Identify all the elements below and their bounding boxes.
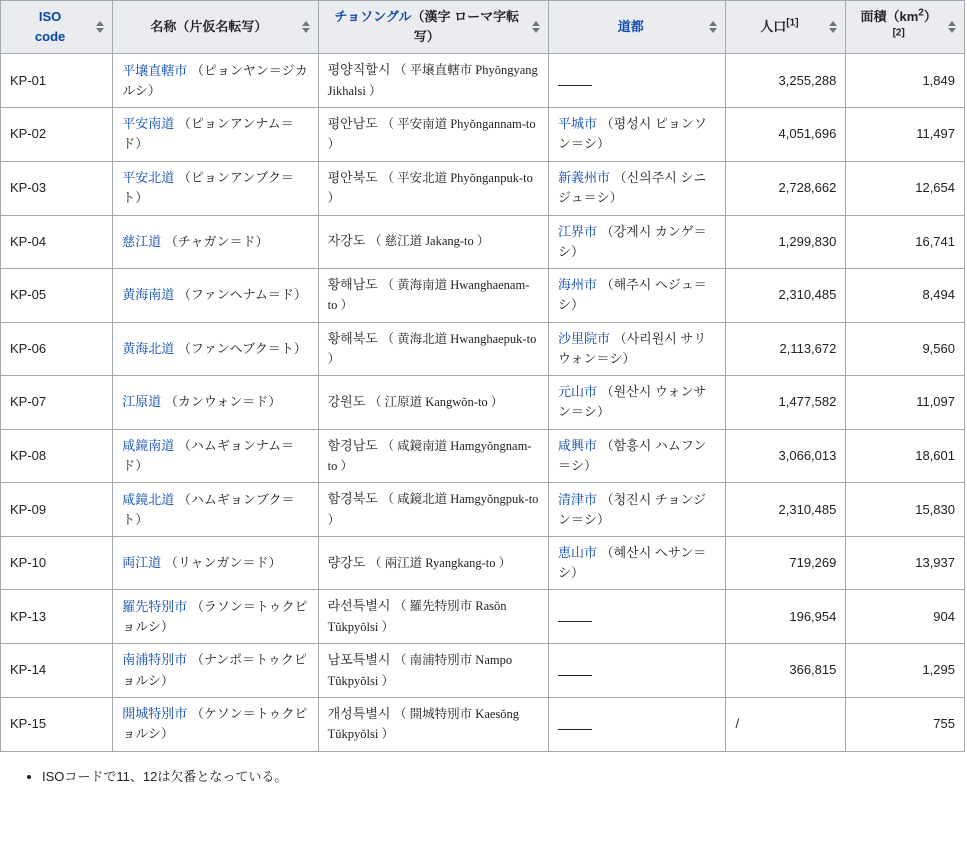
capital-link[interactable]: 元山市 [557,384,597,400]
table-row [1,54,965,108]
name-kana: （ファンヘブク＝ト） [177,340,307,356]
capital-kana: （청진시 チョンジン＝シ） [557,491,707,527]
table-row [1,590,965,644]
capital-link[interactable]: 平城市 [557,116,597,132]
capital-kana: （사리원시 サリウォン＝シ） [557,330,707,366]
name-kana: （ピョンヤン＝ジカルシ） [122,62,308,98]
empty-dash [558,666,592,676]
table-row [1,215,965,268]
cell-hangul [318,54,548,108]
name-kana: （リャンガン＝ド） [164,555,282,571]
capital-link[interactable]: 清津市 [557,491,597,507]
name-kana: （ピョンアンブク＝ト） [122,170,294,206]
header-label-name-line1: 名称 [150,19,177,35]
cell-iso-code: KP-03 [1,161,113,215]
capital-link[interactable]: 新義州市 [557,170,610,186]
hanja-roman-text: （ 慈江道 Jakang-to ） [368,234,490,249]
header-label-population: 人口 [760,19,787,35]
capital-link[interactable]: 沙里院市 [557,330,610,346]
hangul-text: 자강도 [327,233,366,249]
cell-name [113,268,318,322]
cell-hangul [318,268,548,322]
cell-iso-code: KP-14 [1,644,113,698]
cell-hangul [318,322,548,376]
province-link[interactable]: 平壌直轄市 [122,62,188,78]
cell-name [113,590,318,644]
cell-iso-code: KP-09 [1,483,113,537]
sort-icon[interactable] [828,20,839,34]
table-body [1,54,965,751]
cell-iso-code: KP-06 [1,322,113,376]
province-link[interactable]: 平安北道 [122,170,175,186]
cell-population: 4,051,696 [726,108,846,162]
header-label-iso-line1: ISO [38,9,62,24]
hangul-text: 평양직할시 [327,62,391,78]
cell-area: 1,295 [846,644,965,698]
cell-capital [548,215,726,268]
header-area-exponent: 2 [918,7,924,19]
name-kana: （ピョンアンナム＝ド） [122,116,294,152]
cell-area: 18,601 [846,429,965,483]
cell-name [113,483,318,537]
cell-capital [548,322,726,376]
capital-link[interactable]: 恵山市 [557,545,597,561]
sort-icon[interactable] [531,20,542,34]
table-row [1,644,965,698]
hangul-text: 평안북도 [327,169,378,185]
hangul-text: 평안남도 [327,116,378,132]
column-header-hangul[interactable] [318,1,548,54]
cell-capital [548,483,726,537]
province-link[interactable]: 江原道 [122,394,162,410]
cell-population: 2,113,672 [726,322,846,376]
cell-capital [548,268,726,322]
sort-icon[interactable] [301,20,312,34]
cell-hangul [318,483,548,537]
capital-link[interactable]: 海州市 [557,277,597,293]
cell-area: 13,937 [846,537,965,590]
table-row [1,322,965,376]
column-header-area[interactable] [846,1,965,54]
cell-iso-code: KP-08 [1,429,113,483]
cell-population: 2,310,485 [726,268,846,322]
capital-kana: （함흥시 ハムフン＝シ） [557,437,707,473]
column-header-name[interactable] [113,1,318,54]
header-label-hangul-line1: チョソングル [334,9,412,24]
table-row [1,161,965,215]
table-row [1,537,965,590]
header-label-iso-line2: code [34,29,66,45]
hangul-text: 남포특별시 [327,652,391,668]
header-label-capital: 道都 [617,19,644,35]
name-kana: （ナンポ＝トゥクピョルシ） [122,652,307,688]
cell-population: 1,477,582 [726,376,846,429]
footnote-block [22,766,967,785]
capital-kana: （평성시 ピョンソン＝シ） [557,116,707,152]
province-link[interactable]: 羅先特別市 [122,598,188,614]
hanja-roman-text: （ 兩江道 Ryangkang-to ） [368,556,512,571]
cell-population: 3,255,288 [726,54,846,108]
cell-name [113,376,318,429]
cell-area: 1,849 [846,54,965,108]
capital-kana: （원산시 ウォンサン＝シ） [557,384,707,420]
cell-capital [548,537,726,590]
name-kana: （ハムギョンブク＝ト） [122,491,295,527]
hanja-roman-text: （ 咸鏡北道 Hamgyŏngpuk-to ） [327,492,539,527]
cell-hangul [318,108,548,162]
hangul-text: 강원도 [327,394,366,410]
hanja-roman-text: （ 南浦特別市 Nampo Tŭkpyŏlsi ） [327,653,513,688]
capital-link[interactable]: 咸興市 [557,437,597,453]
hanja-roman-text: （ 黄海南道 Hwanghaenam-to ） [327,277,530,313]
cell-iso-code: KP-05 [1,268,113,322]
column-header-capital[interactable] [548,1,726,54]
hangul-text: 라선특별시 [327,598,391,614]
cell-capital [548,108,726,162]
table-row [1,108,965,162]
capital-kana: （강계시 カンゲ＝シ） [557,223,707,259]
table-row [1,483,965,537]
cell-iso-code: KP-02 [1,108,113,162]
cell-hangul [318,161,548,215]
cell-population: 366,815 [726,644,846,698]
cell-area: 904 [846,590,965,644]
name-kana: （ファンヘナム＝ド） [177,287,307,303]
cell-population: 1,299,830 [726,215,846,268]
cell-area: 8,494 [846,268,965,322]
cell-hangul [318,537,548,590]
cell-iso-code: KP-15 [1,697,113,751]
hanja-roman-text: （ 黄海北道 Hwanghaepuk-to ） [327,331,537,366]
cell-name [113,429,318,483]
header-label-area: 面積（km [860,9,919,24]
hanja-roman-text: （ 羅先特別市 Rasŏn Tŭkpyŏlsi ） [327,599,507,634]
empty-dash [558,720,592,730]
cell-iso-code: KP-10 [1,537,113,590]
empty-dash [558,612,592,622]
cell-hangul [318,697,548,751]
cell-population: 2,728,662 [726,161,846,215]
cell-name [113,537,318,590]
province-link[interactable]: 咸鏡北道 [122,491,175,507]
name-kana: （カンウォン＝ド） [164,394,282,410]
province-link[interactable]: 両江道 [122,555,162,571]
cell-name [113,215,318,268]
reference-population[interactable]: [1] [786,17,799,29]
cell-name [113,697,318,751]
column-header-iso-code[interactable] [1,1,113,54]
hangul-text: 황해남도 [327,276,378,292]
cell-name [113,108,318,162]
table-row [1,376,965,429]
province-link[interactable]: 平安南道 [122,116,175,132]
cell-hangul [318,429,548,483]
table-row [1,697,965,751]
table-header [1,1,965,54]
cell-capital [548,429,726,483]
cell-area: 16,741 [846,215,965,268]
cell-name [113,322,318,376]
hanja-roman-text: （ 咸鏡南道 Hamgyŏngnam-to ） [327,438,532,473]
cell-capital [548,644,726,698]
cell-population: 3,066,013 [726,429,846,483]
cell-capital [548,590,726,644]
cell-area: 11,497 [846,108,965,162]
cell-area: 12,654 [846,161,965,215]
cell-population: 719,269 [726,537,846,590]
footnote-item: • ISOコードで11、12は欠番となっている。 [42,766,967,785]
table-row [1,429,965,483]
sort-icon[interactable] [708,20,719,34]
cell-hangul [318,215,548,268]
hanja-roman-text: （ 平安南道 Phyŏngannam-to ） [327,117,536,152]
name-kana: （ケソン＝トゥクピョルシ） [122,706,308,742]
header-row [1,1,965,54]
cell-capital [548,697,726,751]
name-kana: （ラソン＝トゥクピョルシ） [122,598,308,634]
province-link[interactable]: 黄海北道 [122,340,175,356]
cell-name [113,161,318,215]
cell-name [113,54,318,108]
hanja-roman-text: （ 開城特別市 Kaesŏng Tŭkpyŏlsi ） [327,706,520,742]
cell-hangul [318,376,548,429]
hanja-roman-text: （ 江原道 Kangwŏn-to ） [368,395,504,410]
capital-link[interactable]: 江界市 [557,223,597,239]
hanja-roman-text: （ 平壌直轄市 Phyŏngyang Jikhalsi ） [327,63,538,98]
capital-kana: （신의주시 シニジュ＝シ） [557,170,707,206]
hangul-text: 함경남도 [327,437,378,453]
province-link[interactable]: 咸鏡南道 [122,437,175,453]
hangul-text: 개성특별시 [327,705,391,721]
cell-capital [548,54,726,108]
sort-icon[interactable] [947,20,958,34]
cell-hangul [318,590,548,644]
table-row [1,268,965,322]
cell-area: 9,560 [846,322,965,376]
capital-kana: （혜산시 ヘサン＝シ） [557,545,707,581]
empty-dash [558,76,592,86]
header-label-name-line2: （片仮名転写） [176,19,268,35]
hangul-text: 함경북도 [327,491,378,507]
cell-iso-code: KP-04 [1,215,113,268]
province-link[interactable]: 南浦特別市 [122,652,188,668]
cell-iso-code: KP-13 [1,590,113,644]
hangul-text: 황해북도 [327,330,378,346]
name-kana: （チャガン＝ド） [164,233,269,249]
cell-capital [548,376,726,429]
hangul-text: 량강도 [327,555,366,571]
column-header-population[interactable] [726,1,846,54]
province-link[interactable]: 黄海南道 [122,287,175,303]
cell-capital [548,161,726,215]
cell-name [113,644,318,698]
capital-kana: （해주시 ヘジュ＝シ） [557,277,707,313]
province-link[interactable]: 開城特別市 [122,706,188,722]
cell-population: 196,954 [726,590,846,644]
header-label-area-after: ） [923,9,937,24]
cell-population: / [726,697,846,751]
cell-area: 11,097 [846,376,965,429]
cell-hangul [318,644,548,698]
cell-area: 755 [846,697,965,751]
cell-area: 15,830 [846,483,965,537]
header-label-hangul-line2: （漢字 ローマ字転写） [411,9,520,45]
cell-iso-code: KP-07 [1,376,113,429]
sort-icon[interactable] [95,20,106,34]
reference-area[interactable]: [2] [892,27,905,39]
name-kana: （ハムギョンナム＝ド） [122,437,295,473]
cell-population: 2,310,485 [726,483,846,537]
hanja-roman-text: （ 平安北道 Phyŏnganpuk-to ） [327,170,533,206]
cell-iso-code: KP-01 [1,54,113,108]
province-link[interactable]: 慈江道 [122,233,162,249]
